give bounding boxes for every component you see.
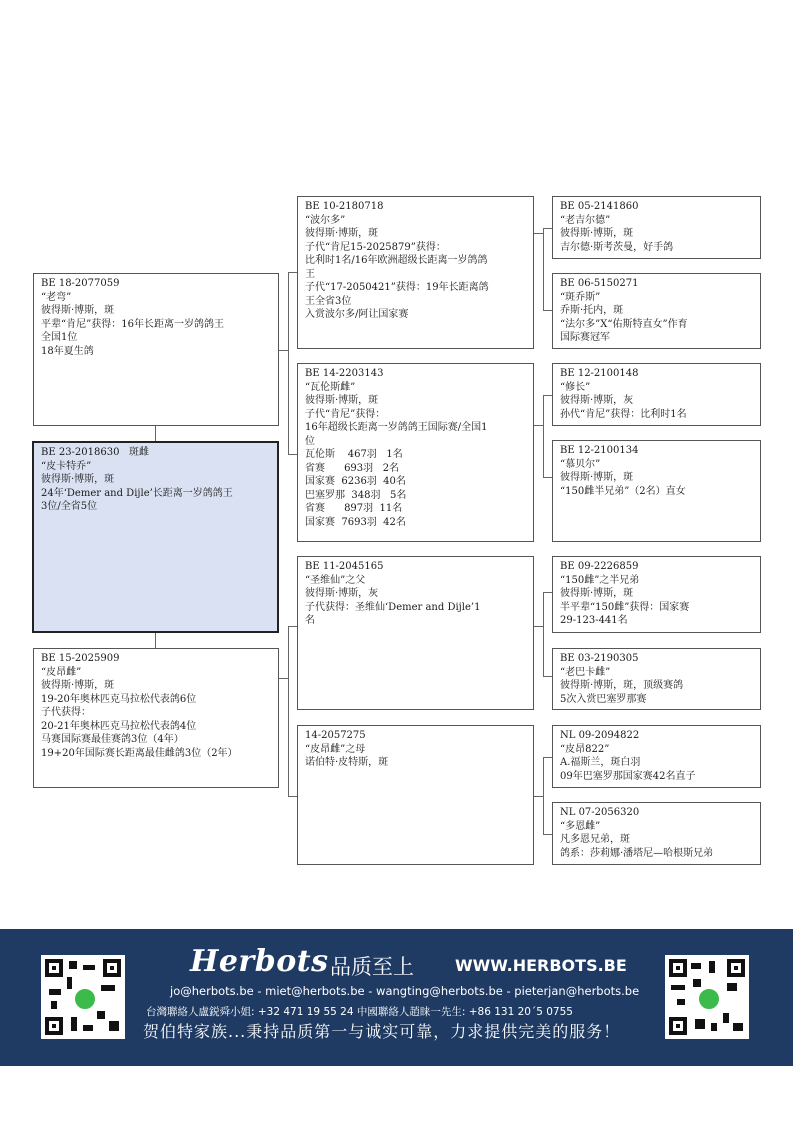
dam-sire-card [297, 556, 534, 710]
card-line: BE 05-2141860 [560, 201, 639, 212]
card-line: BE 10-2180718 [305, 201, 384, 212]
connector [533, 425, 543, 426]
card-line: 24年‘Demer and Dijle’长距离一岁鸽鸽王 [41, 487, 233, 499]
card-line: BE 12-2100134 [560, 445, 639, 456]
card-line: 彼得斯·博斯，斑 [305, 228, 379, 239]
card-line: 20-21年奥林匹克马拉松代表鸽4位 [41, 720, 197, 732]
card-line: “修长” [560, 381, 591, 393]
card-line: “慕贝尔” [560, 458, 601, 470]
card-line: 29-123-441名 [560, 615, 628, 626]
card-line: 王 [305, 268, 315, 280]
card-line: 16年超级长距离一岁鸽鸽王国际赛/全国1 [305, 422, 488, 433]
card-line: 彼得斯·博斯，斑 [305, 395, 379, 406]
card-line: 半平辈“150雌”获得：国家赛 [560, 601, 690, 613]
card-line: “150雌”之半兄弟 [560, 574, 640, 586]
sire-sire-dam-card [552, 273, 761, 349]
card-line: BE 06-5150271 [560, 278, 639, 289]
card-line: 子代获得：圣维仙‘Demer and Dijle’1 [305, 601, 481, 613]
sire-sire-sire-card [552, 196, 761, 259]
connector [533, 796, 543, 797]
card-line: 巴塞罗那 348羽 5名 [305, 489, 407, 501]
card-line: 19+20年国际赛长距离最佳雌鸽3位（2年） [41, 747, 238, 759]
card-line: BE 12-2100148 [560, 368, 639, 379]
connector [155, 632, 156, 649]
card-line: NL 09-2094822 [560, 730, 640, 741]
connector [288, 272, 289, 454]
card-line: BE 18-2077059 [41, 278, 120, 289]
card-line: 彼得斯·博斯，斑，顶级赛鸽 [560, 680, 684, 691]
card-line: 乔斯·托内，斑 [560, 305, 624, 316]
card-line: 全国1位 [41, 332, 78, 343]
sire-dam-sire-card [552, 363, 761, 426]
card-line: 彼得斯·博斯，灰 [305, 588, 379, 599]
card-line: 瓦伦斯 467羽 1名 [305, 449, 403, 460]
herbots-logo: Herbots [190, 944, 329, 979]
card-line: “皮昂822” [560, 743, 610, 755]
card-line: “皮昂雌” [41, 666, 82, 678]
card-line: 彼得斯·博斯，斑 [560, 228, 634, 239]
email-contacts[interactable]: jo@herbots.be - miet@herbots.be - wangting@herbots.be - pieterjan@herbots.be [170, 984, 640, 998]
card-line: 5次入赏巴塞罗那赛 [560, 693, 647, 705]
card-line: 彼得斯·博斯，斑 [560, 472, 634, 483]
card-line: 18年夏生鸽 [41, 345, 94, 357]
card-line: 孙代“肯尼”获得：比利时1名 [560, 408, 687, 420]
connector [533, 626, 543, 627]
card-line: 名 [305, 615, 315, 626]
card-line: “150雌半兄弟”（2名）直女 [560, 485, 686, 497]
card-line: 彼得斯·博斯，灰 [560, 395, 634, 406]
card-line: “皮昂雌”之母 [305, 743, 366, 755]
card-line: 平辈“肯尼”获得：16年长距离一岁鸽鸽王 [41, 318, 224, 330]
subject-card [32, 441, 279, 633]
card-line: “圣维仙”之父 [305, 574, 366, 586]
card-line: 省赛 897羽 11名 [305, 503, 403, 514]
card-line: 彼得斯·博斯，斑 [41, 680, 115, 691]
connector [155, 425, 156, 442]
wechat-qr-code-right[interactable] [665, 955, 749, 1039]
card-line: “多恩雌” [560, 820, 601, 832]
connector [543, 228, 544, 310]
connector [533, 233, 543, 234]
connector [278, 350, 288, 351]
card-line: 位 [305, 435, 315, 447]
card-line: BE 09-2226859 [560, 561, 639, 572]
card-line: 国家赛 6236羽 40名 [305, 476, 406, 487]
card-line: 王全省3位 [305, 295, 352, 307]
card-line: “瓦伦斯雌” [305, 381, 356, 393]
card-line: BE 11-2045165 [305, 561, 384, 572]
card-line: 子代“肯尼15-2025879”获得： [305, 241, 446, 253]
card-line: “老巴卡雌” [560, 666, 611, 678]
dam-sire-dam-card [552, 648, 761, 710]
connector [543, 395, 544, 477]
slogan: 品质至上 [330, 955, 414, 979]
connector [543, 757, 544, 834]
card-line: 14-2057275 [305, 730, 366, 741]
dam-sire-sire-card [552, 556, 761, 633]
card-line: “波尔多” [305, 214, 346, 226]
card-line: BE 23-2018630 斑雌 [41, 447, 150, 458]
card-line: 09年巴塞罗那国家赛42名直子 [560, 770, 696, 782]
card-line: NL 07-2056320 [560, 807, 640, 818]
card-line: 彼得斯·博斯，斑 [41, 474, 115, 485]
card-line: 彼得斯·博斯，斑 [560, 588, 634, 599]
card-line: 入赏波尔多/阿让国家赛 [305, 309, 409, 320]
connector [278, 678, 288, 679]
card-line: 吉尔德·斯考茨曼，好手鸽 [560, 241, 674, 253]
card-line: 比利时1名/16年欧洲超级长距离一岁鸽鸽 [305, 255, 488, 266]
card-line: “法尔多”X“佑斯特直女”作育 [560, 318, 688, 330]
dam-dam-dam-card [552, 802, 761, 865]
wechat-icon [73, 987, 97, 1011]
card-line: 子代获得： [41, 707, 91, 718]
dam-dam-card [297, 725, 534, 865]
card-line: 省赛 693羽 2名 [305, 462, 400, 474]
wechat-qr-code-left[interactable] [41, 955, 125, 1039]
dam-dam-sire-card [552, 725, 761, 788]
connector [288, 626, 289, 796]
sire-sire-card [297, 196, 534, 349]
card-line: BE 15-2025909 [41, 653, 120, 664]
connector [543, 592, 544, 676]
card-line: 国际赛冠军 [560, 332, 610, 343]
family-motto: 贺伯特家族...秉持品质第一与诚实可靠，力求提供完美的服务！ [143, 1022, 621, 1041]
card-line: 3位/全省5位 [41, 501, 98, 512]
card-line: 子代“肯尼”获得： [305, 408, 386, 420]
card-line: A.福斯兰，斑白羽 [560, 757, 641, 768]
card-line: “斑乔斯” [560, 291, 601, 303]
phone-contacts: 台灣聯絡人盧鋭舜小姐: +32 471 19 55 24 中國聯絡人趙睐一先生: +86 131 20´5 0755 [146, 1006, 573, 1018]
card-line: 诺伯特·皮特斯，斑 [305, 757, 389, 768]
card-line: 彼得斯·博斯，斑 [41, 305, 115, 316]
sire-dam-card [297, 363, 534, 542]
card-line: 子代“17-2050421”获得：19年长距离鸽 [305, 282, 489, 293]
card-line: BE 03-2190305 [560, 653, 639, 664]
dam-card [33, 648, 279, 788]
card-line: 19-20年奥林匹克马拉松代表鸽6位 [41, 693, 197, 705]
sire-card [33, 273, 279, 426]
card-line: “老弯” [41, 291, 72, 303]
website-link[interactable]: WWW.HERBOTS.BE [455, 956, 627, 975]
card-line: 马赛国际赛最佳赛鸽3位（4年） [41, 734, 184, 745]
card-line: “老吉尔德” [560, 214, 611, 226]
card-line: “皮卡特乔” [41, 460, 92, 472]
card-line: 凡多恩兄弟，斑 [560, 834, 630, 845]
card-line: 国家赛 7693羽 42名 [305, 516, 406, 528]
card-line: 鸽系：莎莉娜·潘塔尼—哈根斯兄弟 [560, 847, 714, 859]
card-line: BE 14-2203143 [305, 368, 384, 379]
wechat-icon [697, 987, 721, 1011]
sire-dam-dam-card [552, 440, 761, 542]
